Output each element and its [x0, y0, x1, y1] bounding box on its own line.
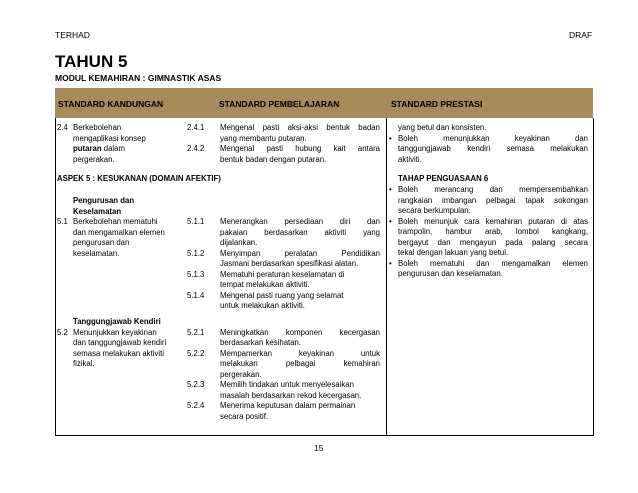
sp-number: 5.1.2	[187, 248, 205, 258]
page-number: 15	[314, 443, 324, 453]
bullet-icon: •	[389, 185, 392, 194]
sp-text: Mengenal pasti aksi-aksi bentuk badan	[220, 123, 380, 132]
sk-text: dan tanggungjawab kendiri	[73, 338, 167, 347]
tp6-text: Boleh merancang dan mempersembahkan	[398, 185, 588, 194]
sk-number: 5.2	[57, 327, 68, 337]
sp-text: untuk melakukan aktiviti.	[220, 301, 305, 310]
sp-text: Menerangkan persediaan diri dan	[220, 217, 380, 226]
tp6-text: bergayut dan mengayun pada palang secara	[398, 237, 588, 247]
tp6-text: tekal dengan lakuan yang betul.	[398, 248, 509, 257]
table-header-band	[55, 88, 593, 118]
sp-text: pergerakan.	[220, 369, 262, 379]
tahap-heading: TAHAP PENGUASAAN 6	[398, 174, 489, 183]
sk-text: fizikal.	[73, 359, 95, 368]
sk-text: Berkebolehan mematuhi	[73, 217, 158, 226]
tp6-text: secara berkumpulan.	[398, 206, 471, 215]
sk-number: 2.4	[57, 123, 68, 132]
bullet-icon: •	[389, 258, 392, 268]
table-column-divider	[386, 118, 387, 436]
sp-prestasi-text: Boleh menunjukkan keyakinan dan	[398, 133, 588, 143]
header-standard-prestasi: STANDARD PRESTASI	[391, 99, 483, 109]
sk-text	[73, 144, 125, 155]
sp-prestasi-text: aktiviti.	[398, 154, 422, 164]
sk-text: pergerakan.	[73, 154, 115, 164]
sp-number: 2.4.1	[187, 123, 205, 132]
sp-number: 5.1.4	[187, 290, 205, 300]
header-standard-pembelajaran: STANDARD PEMBELAJARAN	[219, 99, 340, 109]
sp-number: 5.2.3	[187, 380, 205, 389]
tp6-text: rangkaian imbangan pelbagai tapak sokongan	[398, 195, 588, 205]
bullet-icon: •	[389, 133, 392, 143]
tp6-text: Boleh mematuhi dan mengamalkan elemen	[398, 258, 588, 268]
tp6-text: pengurusan dan keselamatan.	[398, 269, 503, 278]
sp-text: yang membantu putaran.	[220, 133, 307, 143]
sp-text: Menerima keputusan dalam permainan	[220, 401, 356, 410]
sp-number: 2.4.2	[187, 144, 205, 153]
sp-text: pakaian berdasarkan aktiviti yang	[220, 227, 380, 237]
sp-text: Menyimpan peralatan Pendidikan	[220, 248, 380, 258]
page-title: TAHUN 5	[55, 52, 128, 71]
sk-text: pengurusan dan	[73, 238, 130, 247]
sp-text: masalah berdasarkan rekod kecergasan.	[220, 390, 362, 400]
sp-number: 5.1.1	[187, 217, 205, 226]
classification-label: TERHAD	[55, 30, 90, 40]
sk-keyword: putaran	[73, 144, 102, 153]
sp-text: tempat melakukan aktiviti.	[220, 280, 310, 289]
sk-text: dan mengamalkan elemen	[73, 227, 165, 237]
sp-text: Mematuhi peraturan keselamatan di	[220, 269, 345, 279]
sp-prestasi-text: yang betul dan konsisten.	[398, 123, 487, 132]
table-border-bottom	[55, 435, 594, 436]
sk-text: semasa melakukan aktiviti	[73, 348, 165, 358]
sp-text: Jasmani berdasarkan spesifikasi alatan.	[220, 259, 359, 268]
sp-number: 5.1.3	[187, 269, 205, 279]
sk-text: Menunjukkan keyakinan	[73, 327, 157, 337]
sp-text: dijalankan.	[220, 238, 258, 247]
sk-text: mengaplikasi konsep	[73, 133, 146, 143]
sk-text: Berkebolehan	[73, 123, 122, 132]
sp-text: bentuk badan dengan putaran.	[220, 154, 327, 164]
sp-number: 5.2.4	[187, 401, 205, 410]
tp6-text: Boleh menunjuk cara kemahiran putaran di atas	[398, 216, 588, 226]
bullet-icon: •	[389, 216, 392, 226]
sk-text-rest: dalam	[101, 144, 125, 153]
sk-number: 5.1	[57, 217, 68, 226]
tp6-text: trampolin, hambur arab, lombol kangkang,	[398, 227, 588, 236]
draft-label: DRAF	[569, 30, 593, 40]
sk-heading: Keselamatan	[73, 206, 122, 216]
sp-text: Mempamerkan keyakinan untuk	[220, 348, 380, 358]
sp-text: Mengenal pasti hubung kait antara	[220, 144, 380, 153]
sp-text: Mengenal pasti ruang yang selamat	[220, 290, 344, 300]
sp-number: 5.2.1	[187, 327, 205, 337]
sk-heading: Tanggungjawab Kendiri	[73, 317, 161, 326]
aspek-heading: ASPEK 5 : KESUKANAN (DOMAIN AFEKTIF)	[57, 174, 221, 183]
table-border-right	[593, 118, 594, 436]
sp-text: berdasarkan kesihatan.	[220, 338, 302, 347]
sp-text: Meningkatkan komponen kecergasan	[220, 327, 380, 337]
header-standard-kandungan: STANDARD KANDUNGAN	[58, 99, 164, 109]
sp-text: Memilih tindakan untuk menyelesaikan	[220, 380, 354, 389]
module-subtitle: MODUL KEMAHIRAN : GIMNASTIK ASAS	[55, 73, 222, 83]
sp-prestasi-text: tanggungjawab kendiri semasa melakukan	[398, 144, 588, 153]
table-border-left	[55, 118, 56, 436]
sp-number: 5.2.2	[187, 348, 205, 358]
sk-heading: Pengurusan dan	[73, 196, 135, 205]
sp-text: secara positif.	[220, 411, 269, 421]
sp-text: melakukan pelbagai kemahiran	[220, 359, 380, 368]
sk-text: keselamatan.	[73, 248, 120, 258]
